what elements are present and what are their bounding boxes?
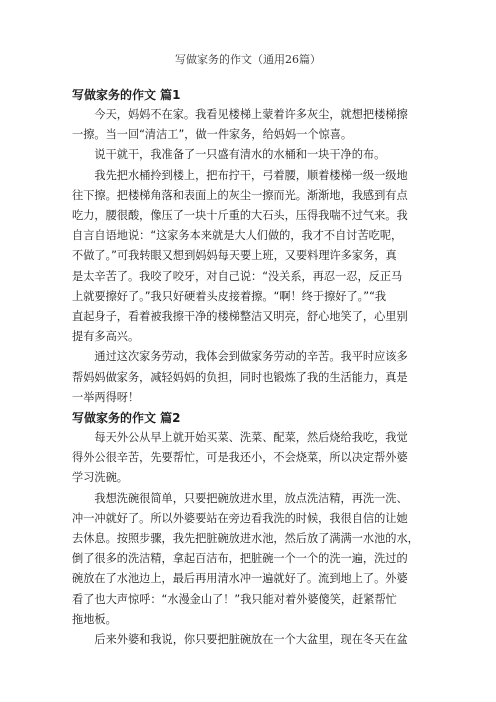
text-line: 冲一冲就好了。所以外婆要站在旁边看我洗的时候，我很自信的让她: [72, 511, 408, 525]
text-line: 碗放在了水池边上，最后再用清水冲一遍就好了。流到地上了。外婆: [72, 572, 408, 586]
text-line: 通过这次家务劳动，我体会到做家务劳动的辛苦。我平时应该多: [94, 350, 408, 364]
text-line: 吃力，腰很酸，像压了一块十斤重的大石头，压得我喘不过气来。我: [72, 209, 408, 223]
text-line: 今天，妈妈不在家。我看见楼梯上蒙着许多灰尘，就想把楼梯擦: [94, 108, 408, 121]
text-line: 自言自语地说：“这家务本来就是大人们做的，我才不自讨苦吃呢，: [72, 229, 403, 243]
text-line: 去休息。按照步骤，我先把脏碗放进水池，然后放了满满一水池的水，: [72, 532, 419, 546]
paragraph: [72, 166, 424, 348]
text-line: 不做了。”可我转眼又想到妈妈每天要上班，又要料理许多家务，真: [72, 249, 397, 263]
paragraph: [72, 145, 424, 165]
paragraph: [72, 428, 424, 489]
text-line: 直起身子，看着被我擦干净的楼梯整洁又明亮，舒心地笑了，心里别: [72, 310, 408, 324]
text-line: 学习洗碗。: [72, 471, 128, 485]
text-line: 一擦。当一回“清洁工”，做一件家务，给妈妈一个惊喜。: [72, 128, 353, 142]
text-line: 上就要擦好了。”我只好硬着头皮接着擦。“啊！终于擦好了。”“我: [72, 289, 387, 303]
text-line: 一举两得呀！: [72, 390, 140, 404]
text-line: 说干就干，我准备了一只盛有清水的水桶和一块干净的布。: [94, 148, 386, 162]
text-line: 看了也大声惊呼：“水漫金山了！”我只能对着外婆傻笑，赶紧帮忙: [72, 592, 397, 606]
page-header-title: 写做家务的作文（通用26篇）: [175, 53, 321, 66]
text-line: 每天外公从早上就开始买菜、洗菜、配菜，然后烧给我吃，我觉: [94, 431, 408, 445]
text-line: 是太辛苦了。我咬了咬牙，对自己说：“没关系，再忍一忍，反正马: [72, 269, 403, 283]
paragraph: [72, 630, 424, 650]
text-line: 倒了很多的洗洁精，拿起百洁布，把脏碗一个一个的洗一遍，洗过的: [72, 552, 408, 566]
text-line: 提有多高兴。: [72, 330, 140, 344]
section-title: 写做家务的作文 篇1: [72, 88, 181, 102]
section-title: 写做家务的作文 篇2: [72, 411, 181, 426]
text-line: 我想洗碗很简单，只要把碗放进水里，放点洗洁精，再洗一洗、: [94, 491, 408, 505]
paragraph: [72, 347, 424, 408]
text-line: 拖地板。: [72, 612, 117, 626]
text-line: 往下擦。把楼梯角落和表面上的灰尘一擦而光。渐渐地，我感到有点: [72, 188, 408, 202]
text-line: 得外公很辛苦，先要帮忙，可是我还小，不会烧菜，所以决定帮外婆: [72, 451, 408, 465]
text-line: 我先把水桶拎到楼上，把布拧干，弓着腰，顺着楼梯一级一级地: [94, 168, 408, 182]
text-line: 后来外婆和我说，你只要把脏碗放在一个大盆里，现在冬天在盆: [94, 633, 408, 647]
section-1: [72, 85, 424, 408]
text-line: 帮妈妈做家务，减轻妈妈的负担，同时也锻炼了我的生活能力，真是: [72, 370, 408, 384]
paragraph: [72, 105, 424, 145]
paragraph: [72, 489, 424, 630]
document-body: [72, 85, 424, 650]
section-2: [72, 408, 424, 650]
